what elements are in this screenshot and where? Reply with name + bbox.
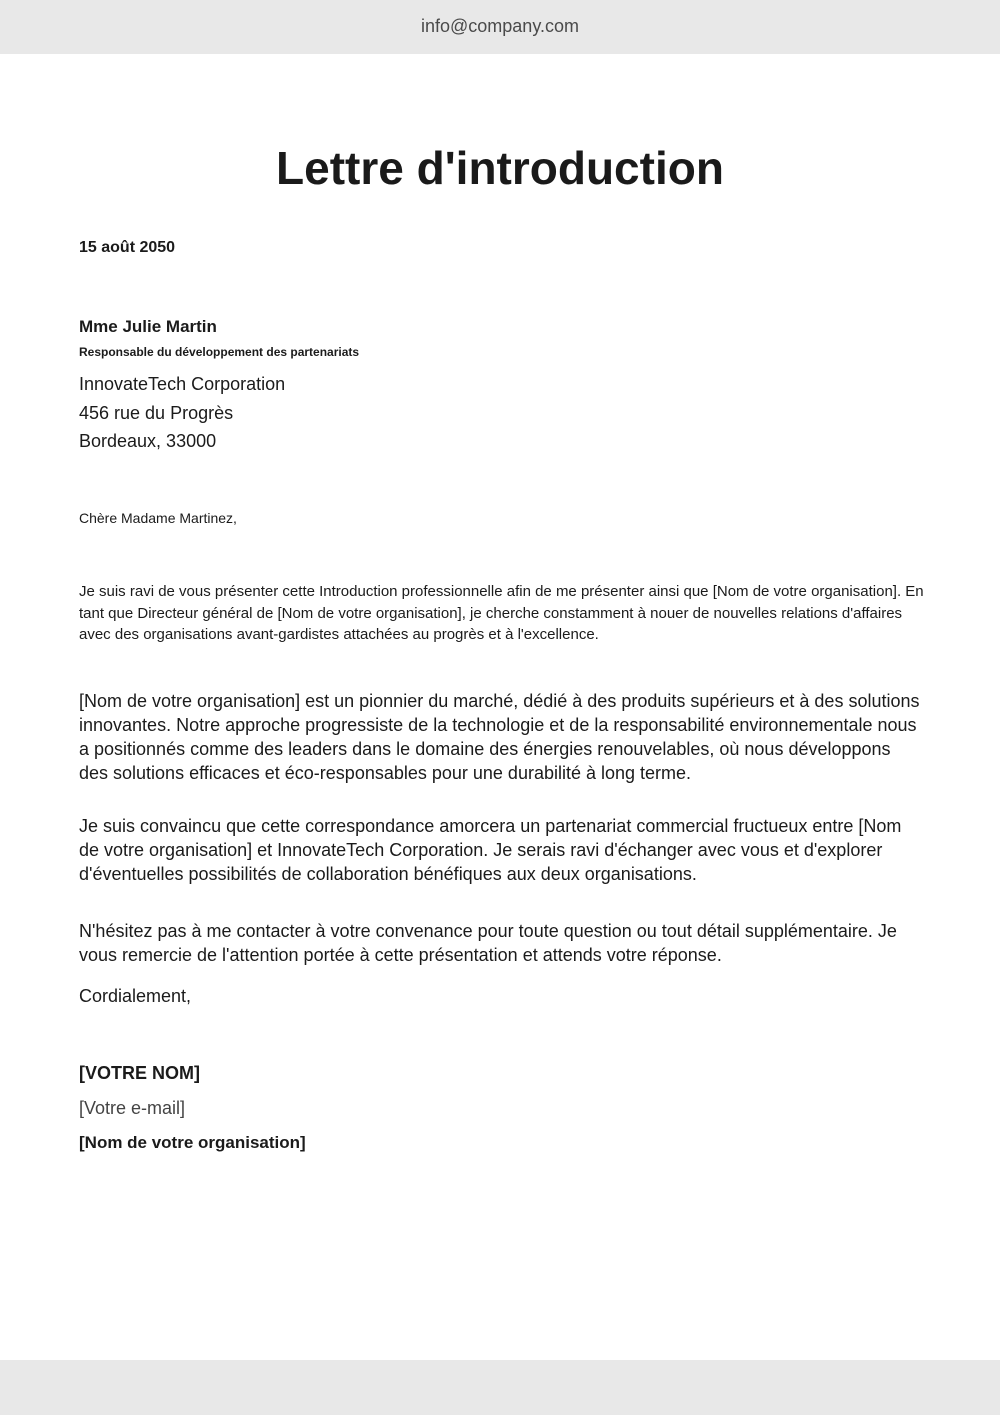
recipient-company: InnovateTech Corporation (79, 374, 286, 394)
salutation: Chère Madame Martinez, (79, 510, 237, 526)
signature-organization: [Nom de votre organisation] (79, 1133, 306, 1152)
recipient-address (79, 370, 285, 456)
signature-name: [VOTRE NOM] (79, 1063, 200, 1083)
footer-bar (0, 1360, 1000, 1415)
letter-date: 15 août 2050 (79, 239, 176, 256)
closing: Cordialement, (79, 986, 192, 1006)
recipient-role: Responsable du développement des partenariats (79, 345, 360, 359)
letter-title: Lettre d'introduction (276, 142, 724, 194)
recipient-city: Bordeaux, 33000 (79, 431, 217, 451)
header-bar (0, 0, 1000, 54)
signature-email: [Votre e-mail] (79, 1098, 186, 1118)
header-email[interactable]: info@company.com (420, 15, 579, 36)
body-paragraph: N'hésitez pas à me contacter à votre convenance pour toute question ou tout détail supplémentaire. Je vous remercie de l'attention portée à cette présentation et attends votre réponse. (79, 921, 897, 965)
recipient-street: 456 rue du Progrès (79, 402, 234, 423)
intro-paragraph: Je suis ravi de vous présenter cette Introduction professionnelle afin de me présenter ainsi que [Nom de votre organisation]. En tant que Directeur général de [Nom de votre organisation], je cherche constamment à nouer de nouvelles relations d'affaires avec des organisations avant-gardistes attachées au progrès et à l'excellence. (79, 583, 924, 643)
body-paragraph: [Nom de votre organisation] est un pionnier du marché, dédié à des produits supérieurs et à des solutions innovantes. Notre approche progressiste de la technologie et de la responsabilité environnementale nous a positionnés comme des leaders dans le domaine des énergies renouvelables, où nous développons des solutions efficaces et éco-responsables pour une durabilité à long terme. (79, 691, 920, 783)
recipient-name: Mme Julie Martin (79, 317, 217, 336)
body-paragraph: Je suis convaincu que cette correspondance amorcera un partenariat commercial fructueux entre [Nom de votre organisation] et InnovateTech Corporation. Je serais ravi d'échanger avec vous et d'explorer d'éventuelles possibilités de collaboration bénéfiques aux deux organisations. (79, 816, 902, 884)
